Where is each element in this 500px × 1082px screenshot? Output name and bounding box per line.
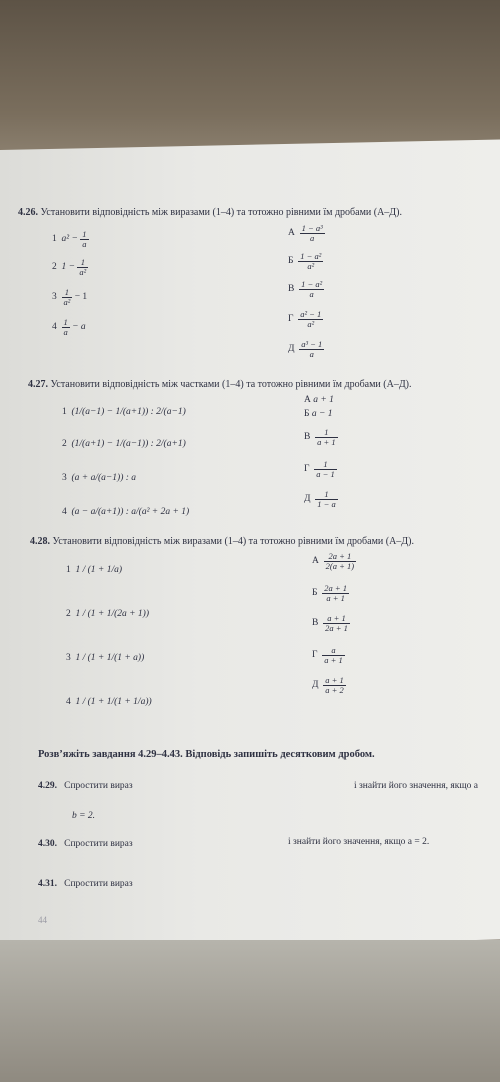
problem-text: Установити відповідність між виразами (1–4) та тотожно рівними їм дробами (А–Д). <box>40 207 402 218</box>
p426-left-3: 3 $\frac{1}{\text{a²}}$ − 1 <box>52 287 88 307</box>
p427-right-a: А a + 1 <box>304 395 334 405</box>
p426-right-a: А $\frac{\text{1 − a³}}{a}$ <box>288 223 323 243</box>
p428-left-1: 1 1 / (1 + 1/a) <box>66 565 123 575</box>
p427-right-d: Д $\frac{1}{1 - a}$ <box>304 489 336 509</box>
p426-left-1: 1 a² − $\frac{1}{a}$ <box>52 229 87 249</box>
p426-left-2: 2 1 − $\frac{1}{\text{a²}}$ <box>52 257 87 277</box>
p428-left-4: 4 1 / (1 + 1/(1 + 1/a)) <box>66 697 152 707</box>
p428-right-a: А $\frac{2a + 1}{2(a + 1)}$ <box>312 551 355 571</box>
p426-right-v: В $\frac{\text{1 − a²}}{a}$ <box>288 279 323 299</box>
p427-right-b: Б a − 1 <box>304 409 333 419</box>
p428-right-d: Д $\frac{a + 1}{a + 2}$ <box>312 675 344 695</box>
p426-right-b: Б $\frac{\text{1 − a²}}{\text{a²}}$ <box>288 251 322 271</box>
page-number: 44 <box>38 915 47 925</box>
p428-right-v: В $\frac{a + 1}{2a + 1}$ <box>312 613 348 633</box>
p427-right-g: Г $\frac{1}{a - 1}$ <box>304 459 335 479</box>
p427-right-v: В $\frac{1}{a + 1}$ <box>304 427 336 447</box>
p428-left-3: 3 1 / (1 + 1/(1 + a)) <box>66 653 145 663</box>
problem-4-28-heading: 4.28. Установити відповідність між виразами (1–4) та тотожно рівними їм дробами (А–Д). <box>30 536 414 547</box>
p427-left-3: 3 (a + a/(a−1)) : a <box>62 473 137 483</box>
problem-4-30: 4.30. Спростити вираз <box>38 839 133 849</box>
problem-4-29-line2: b = 2. <box>72 811 96 821</box>
p427-left-4: 4 (a − a/(a+1)) : a/(a² + 2a + 1) <box>62 507 190 517</box>
p427-left-1: 1 (1/(a−1) − 1/(a+1)) : 2/(a−1) <box>62 407 186 417</box>
problem-number: 4.26. <box>18 207 38 218</box>
p428-left-2: 2 1 / (1 + 1/(2a + 1)) <box>66 609 150 619</box>
p426-right-g: Г $\frac{\text{a² − 1}}{\text{a²}}$ <box>288 309 322 329</box>
problem-4-26-heading <box>18 208 402 218</box>
p428-right-b: Б $\frac{2a + 1}{a + 1}$ <box>312 583 347 603</box>
p426-left-4: 4 $\frac{1}{a}$ − a <box>52 317 86 337</box>
p427-left-2: 2 (1/(a+1) − 1/(a−1)) : 2/(a+1) <box>62 439 186 449</box>
problem-4-29-tail: і знайти його значення, якщо а <box>354 781 478 791</box>
p426-right-d: Д $\frac{\text{a³ − 1}}{a}$ <box>288 339 323 359</box>
section-heading: Розв’яжіть завдання 4.29–4.43. Відповідь запишіть десятковим дробом. <box>38 749 375 760</box>
p428-right-g: Г $\frac{a}{a + 1}$ <box>312 645 343 665</box>
problem-4-27-heading: 4.27. Установити відповідність між частками (1–4) та тотожно рівними їм дробами (А–Д). <box>28 379 412 390</box>
problem-4-30-tail: і знайти його значення, якщо а = 2. <box>288 837 430 847</box>
problem-4-31: 4.31. Спростити вираз <box>38 879 133 889</box>
problem-4-29: 4.29. Спростити вираз <box>38 781 133 791</box>
